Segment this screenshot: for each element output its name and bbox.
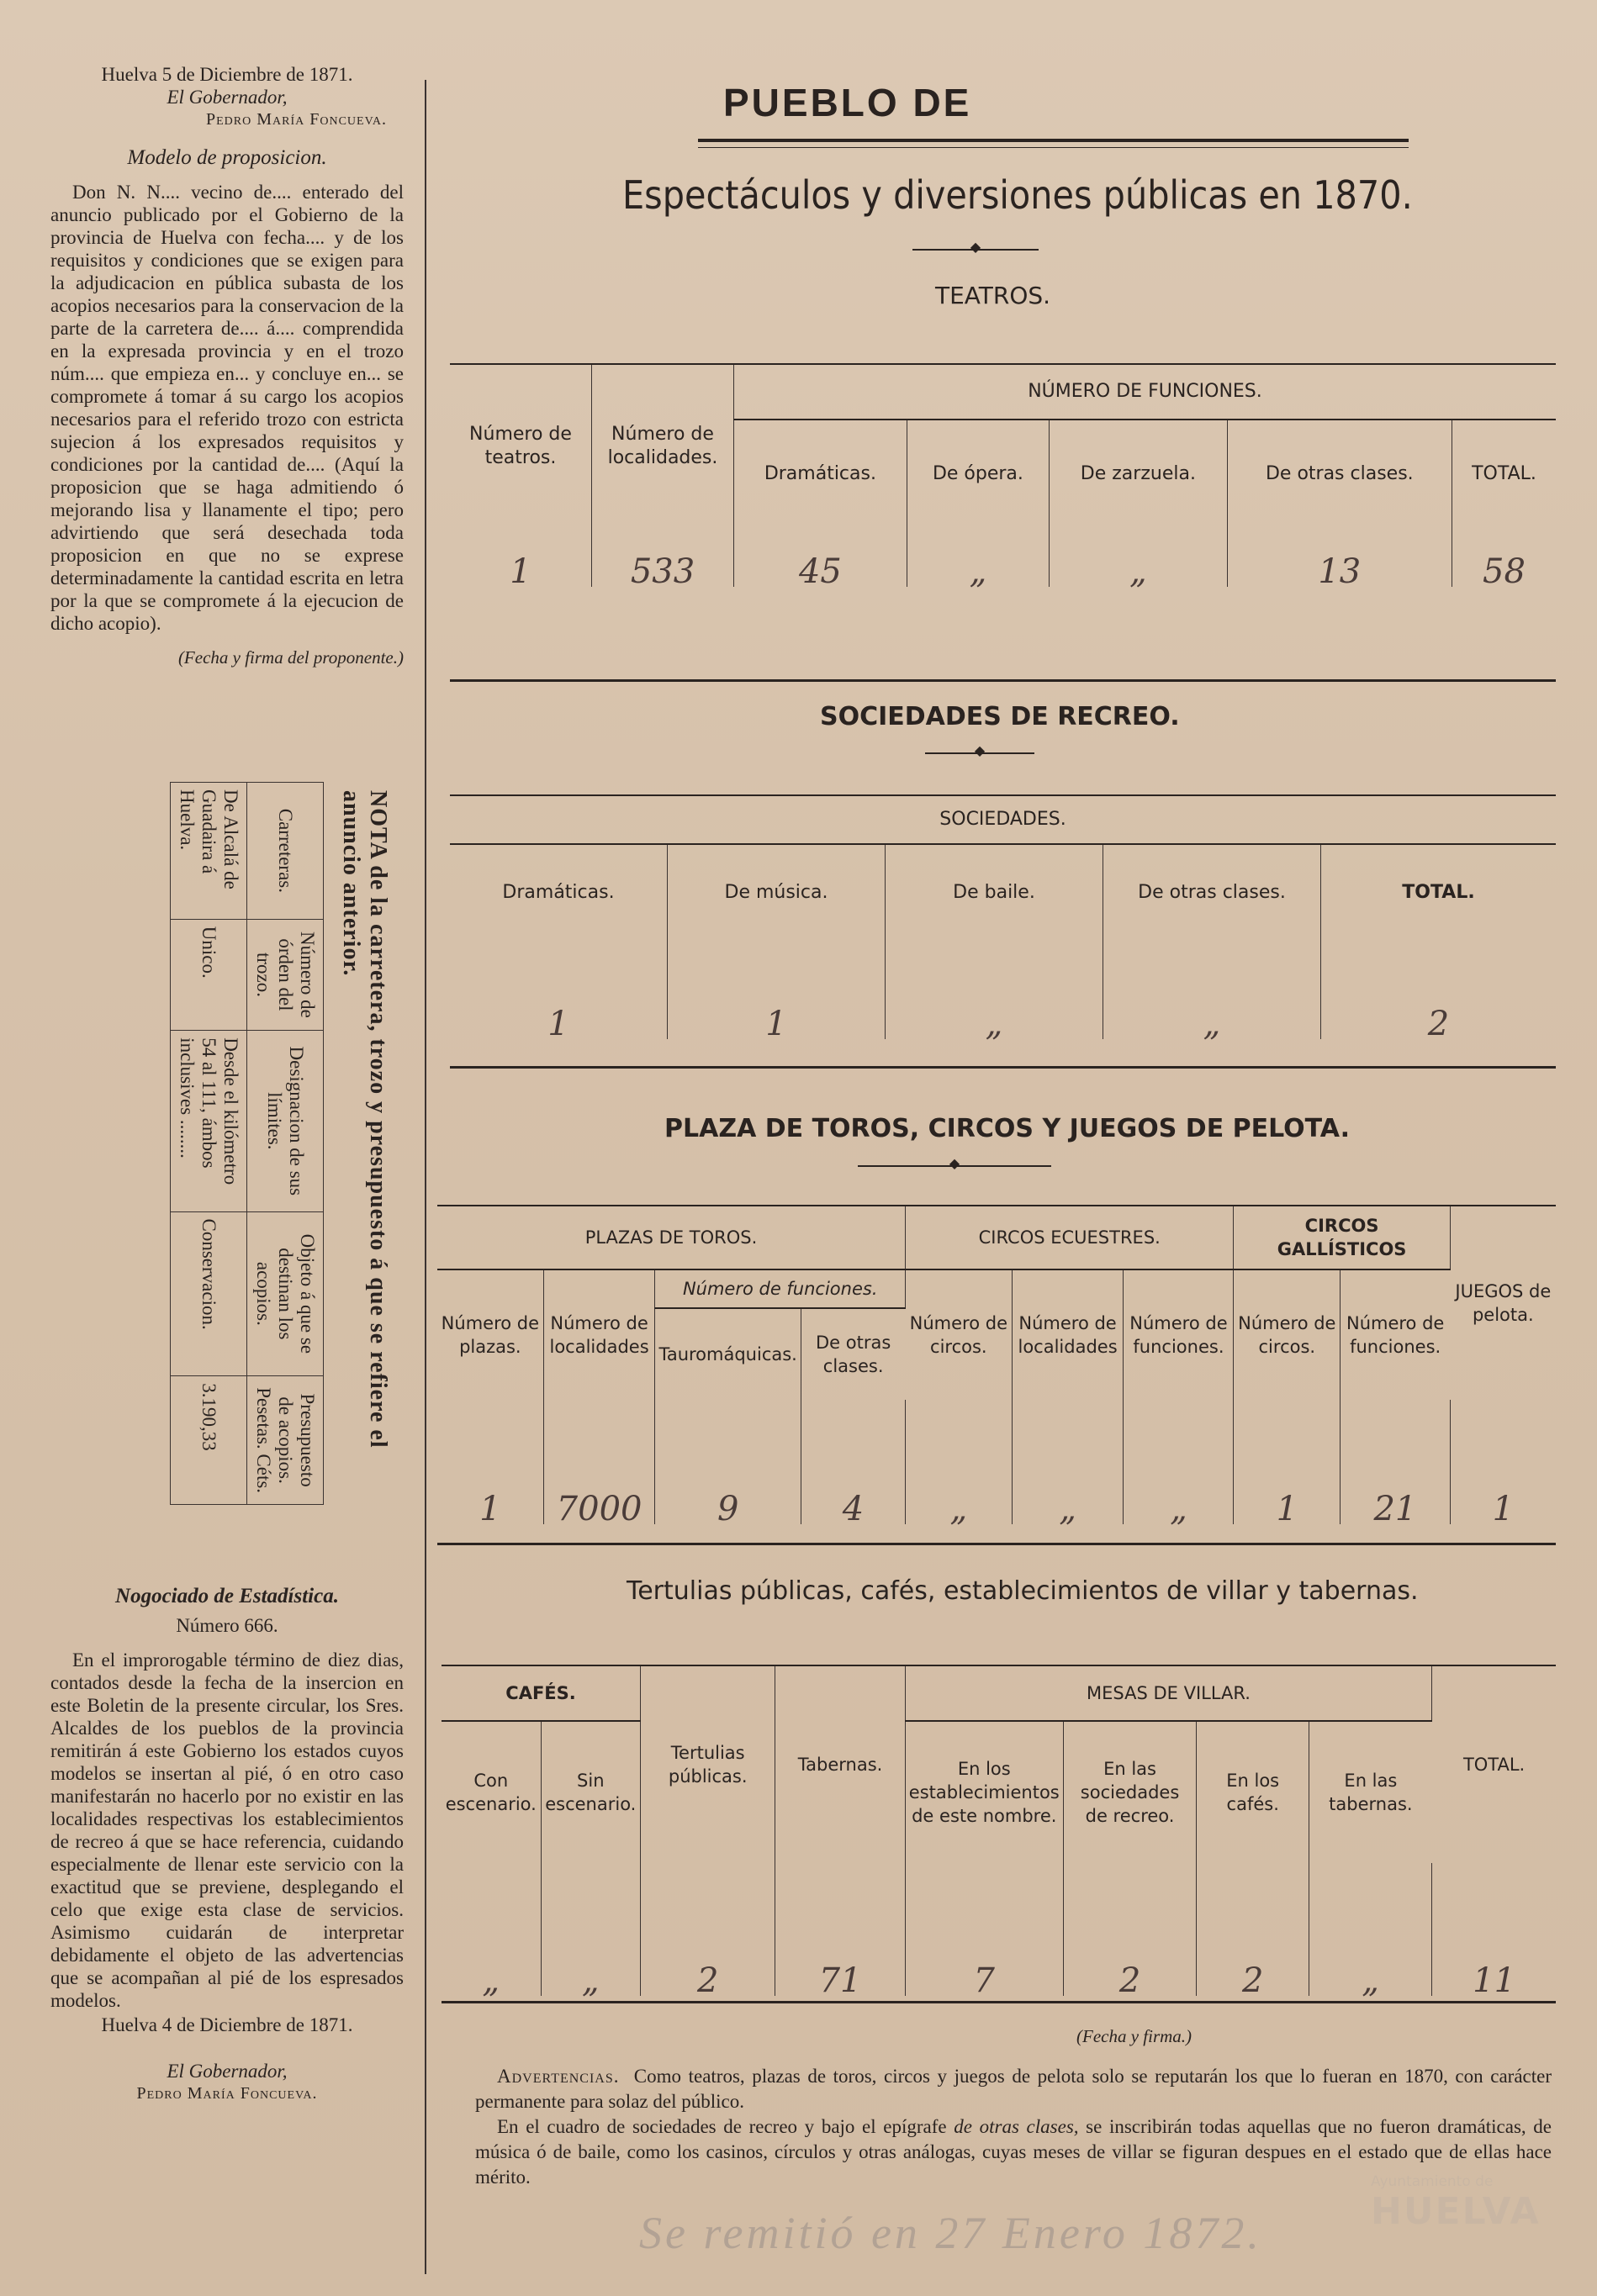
plazas-value: „	[1012, 1400, 1124, 1524]
tertulias-value: „	[442, 1863, 541, 1996]
teatros-header-numero-teatros: Número de teatros.	[450, 365, 592, 528]
advertencias-1: Como teatros, plazas de toros, circos y juegos de pelota solo se reputarán los que lo fueran en 1870, con carácter permanente para solaz del público.	[475, 2066, 1552, 2112]
tertulias-header: Sin escenario.	[541, 1721, 641, 1863]
tertulias-value: „	[1309, 1863, 1432, 1996]
plazas-value: „	[1124, 1400, 1234, 1524]
teatros-header-otras: De otras clases.	[1227, 420, 1452, 528]
nota-header: Número de órden del trozo.	[247, 919, 324, 1030]
sociedades-header: De otras clases.	[1103, 844, 1321, 940]
sociedades-header: Dramáticas.	[450, 844, 668, 940]
teatros-header-numero-localidades: Número de localidades.	[592, 365, 734, 528]
left-column-lower	[50, 1585, 404, 2105]
advertencias-2a: En el cuadro de sociedades de recreo y bajo el epígrafe	[497, 2116, 947, 2137]
nota-table	[170, 782, 324, 1505]
plazas-header: Número de funciones.	[1346, 1313, 1445, 1357]
footer-name: Pedro María Foncueva.	[136, 2084, 318, 2103]
teatros-value: „	[907, 528, 1049, 587]
plazas-group-funciones: Número de funciones.	[655, 1269, 906, 1308]
archive-watermark: Ayuntamiento de HUELVA	[1371, 2173, 1541, 2233]
plazas-value: 1	[437, 1400, 543, 1524]
sociedades-value: 1	[668, 940, 886, 1039]
plazas-bottom-rule	[437, 1543, 1556, 1545]
advertencias-2b: se inscribirán todas aquellas que no fueron dramáticas, de música ó de baile, como los casinos, círculos y otras análogas, cuyas meses de villar se figuran despues en el estado que de ellas hace mérito.	[475, 2116, 1552, 2188]
sociedades-value: „	[1103, 940, 1321, 1039]
tertulias-value: 7	[905, 1863, 1063, 1996]
header-place-date: Huelva 5 de Diciembre de 1871.	[101, 64, 353, 85]
plazas-heading: PLAZA DE TOROS, CIRCOS Y JUEGOS DE PELOTA.	[664, 1114, 1350, 1143]
teatros-value: 45	[734, 528, 907, 587]
plazas-header: Número de localidades	[543, 1269, 655, 1400]
tertulias-header: En los establecimientos de este nombre.	[905, 1721, 1063, 1863]
plazas-header-pelota: JUEGOS de pelota.	[1455, 1281, 1552, 1325]
teatros-heading: TEATROS.	[935, 282, 1051, 309]
tertulias-header: En las sociedades de recreo.	[1063, 1721, 1197, 1863]
teatros-header-dramaticas: Dramáticas.	[734, 420, 907, 528]
nota-cell: Conservacion.	[171, 1211, 247, 1376]
plazas-header: Número de circos.	[905, 1269, 1012, 1400]
nota-title: NOTA de la carretera, trozo y presupuesto á que se refiere el anuncio anterior.	[338, 790, 391, 1449]
plazas-table	[437, 1206, 1556, 1528]
plazas-header: Número de plazas.	[437, 1269, 543, 1400]
plazas-value: 4	[801, 1400, 905, 1524]
plazas-value: 7000	[543, 1400, 655, 1524]
plazas-header: Número de funciones.	[1124, 1269, 1234, 1400]
teatros-value: 533	[592, 528, 734, 587]
nota-cell: Desde el kilómetro 54 al 111, ámbos inclusives ........	[171, 1031, 247, 1211]
tertulias-header: Con escenario.	[442, 1721, 541, 1863]
teatros-header-zarzuela: De zarzuela.	[1050, 420, 1228, 528]
sociedades-value: 2	[1427, 1005, 1450, 1043]
handwritten-note: Se remitió en 27 Enero 1872.	[639, 2208, 1262, 2258]
teatros-value: 58	[1483, 552, 1526, 591]
tertulias-value: 2	[1197, 1863, 1309, 1996]
tertulias-group-cafes: CAFÉS.	[442, 1666, 641, 1721]
plazas-value: „	[905, 1400, 1012, 1524]
tertulias-bottom-rule	[442, 2001, 1556, 2003]
tertulias-value: 2	[1063, 1863, 1197, 1996]
main-title: Espectáculos y diversiones públicas en 1870.	[622, 172, 1413, 218]
header-role: El Gobernador,	[167, 87, 288, 108]
teatros-value: „	[1050, 528, 1228, 587]
ornament-divider	[925, 752, 1034, 754]
nota-cell: 3.190,33	[171, 1376, 247, 1505]
tertulias-header: En los cafés.	[1197, 1721, 1309, 1863]
teatros-header-funciones: NÚMERO DE FUNCIONES.	[734, 365, 1557, 420]
negociado-title: Nogociado de Estadística.	[115, 1585, 339, 1607]
plazas-header: Número de localidades	[1012, 1269, 1124, 1400]
column-divider	[425, 80, 426, 2274]
tertulias-header: En las tabernas.	[1329, 1771, 1413, 1814]
title-rule	[698, 139, 1409, 148]
nota-header: Designacion de sus límites.	[247, 1031, 324, 1211]
teatros-header-opera: De ópera.	[907, 420, 1049, 528]
fecha-firma: (Fecha y firma.)	[1076, 2026, 1192, 2046]
tertulias-value: 11	[1473, 1961, 1516, 2000]
sociedades-value: 1	[450, 940, 668, 1039]
nota-header: Carreteras.	[247, 783, 324, 920]
sociedades-value: „	[886, 940, 1103, 1039]
negociado-body: En el improrogable término de diez dias, contados desde la fecha de la insercion en este Boletin de la presente circular, los Sres. Alcaldes de los pueblos de la provincia remitirán á este Gobierno los estados cuyos modelos se insertan al pié, ó en otro caso manifestarán no hacerlo por no existir en las localidades respectivas los establecimientos de recreo á que se hace referencia, cuidando especialmente de llenar este servicio con la exactitud que se previene, desplegando el celo que exige esta clase de servicios. Asimismo cuidarán de interpretar debidamente el objeto de las advertencias que se acompañan al pié de los espresados modelos.	[50, 1649, 404, 2011]
plazas-group-circos: CIRCOS ECUESTRES.	[905, 1206, 1233, 1269]
nota-table-wrapper	[55, 782, 399, 1505]
plazas-header: Número de circos.	[1234, 1269, 1341, 1400]
header-name: Pedro María Foncueva.	[206, 110, 387, 129]
sociedades-bottom-rule	[450, 1066, 1556, 1069]
nota-cell: Unico.	[171, 919, 247, 1030]
teatros-value: 1	[450, 528, 592, 587]
tertulias-group-mesas: MESAS DE VILLAR.	[905, 1666, 1431, 1721]
plazas-value: 9	[655, 1400, 801, 1524]
tertulias-table	[442, 1666, 1556, 2000]
sociedades-header: De baile.	[886, 844, 1103, 940]
tertulias-value: 71	[775, 1863, 905, 1996]
teatros-value: 13	[1227, 528, 1452, 587]
model-title: Modelo de proposicion.	[127, 146, 327, 169]
sociedades-header: De música.	[668, 844, 886, 940]
model-body: Don N. N.... vecino de.... enterado del anuncio publicado por el Gobierno de la provincia de Huelva con fecha.... y de los requisitos y condiciones que se exigen para la adjudicacion en pública subasta de los acopios necesarios para la conservacion de la parte de la carretera de.... á.... comprendida en la expresada provincia y en el trozo núm.... que empieza en... y concluye en... se compromete á tomar á su cargo los acopios necesarios para el referido trozo con estricta sujecion á los expresados requisitos y condiciones por la cantidad de.... (Aquí la proposicion que se haga admitiendo ó mejorando lisa y llanamente el tipo; pero advirtiendo que será desechada toda proposicion en que no se exprese determinadamente la cantidad escrita en letra por la que se compromete á la ejecucion de dicho acopio).	[50, 182, 404, 634]
plazas-group-toros: PLAZAS DE TOROS.	[437, 1206, 905, 1269]
plazas-group-gallisticos: CIRCOS GALLÍSTICOS	[1234, 1206, 1450, 1269]
nota-header: Presupuesto de acopios. Pesetas. Céts.	[247, 1376, 324, 1505]
sociedades-heading: SOCIEDADES DE RECREO.	[820, 702, 1180, 731]
advertencias	[475, 2064, 1552, 2190]
tertulias-header: TOTAL.	[1462, 1755, 1526, 1775]
plazas-value: 21	[1341, 1400, 1451, 1524]
tertulias-heading: Tertulias públicas, cafés, establecimientos de villar y tabernas.	[627, 1576, 1419, 1606]
plazas-header: Tauromáquicas.	[655, 1308, 801, 1400]
tertulias-value: 2	[641, 1863, 775, 1996]
ornament-divider	[858, 1165, 1051, 1167]
left-column	[50, 63, 404, 669]
footer-place-date: Huelva 4 de Diciembre de 1871.	[101, 2014, 353, 2035]
plazas-value: 1	[1234, 1400, 1341, 1524]
plazas-value: 1	[1492, 1490, 1515, 1528]
advertencias-label: Advertencias.	[497, 2066, 620, 2087]
nota-header: Objeto á que se destinan los acopios.	[247, 1211, 324, 1376]
teatros-table	[450, 365, 1556, 591]
footer-role: El Gobernador,	[167, 2061, 288, 2082]
sociedades-group-header: SOCIEDADES.	[450, 796, 1556, 844]
tertulias-header: Tabernas.	[775, 1666, 905, 1863]
advertencias-2em: de otras clases,	[954, 2116, 1079, 2137]
ornament-divider	[912, 249, 1039, 251]
sociedades-table	[450, 796, 1556, 1043]
pueblo-heading: PUEBLO DE	[723, 81, 972, 124]
tertulias-value: „	[541, 1863, 641, 1996]
sociedades-header: TOTAL.	[1402, 881, 1475, 903]
numero: Número 666.	[176, 1615, 278, 1636]
nota-cell: De Alcalá de Guadaira á Huelva.	[171, 783, 247, 920]
model-sign: (Fecha y firma del proponente.)	[177, 647, 404, 668]
teatros-header-total: TOTAL.	[1472, 463, 1536, 484]
plazas-header: De otras clases.	[816, 1333, 891, 1376]
tertulias-header: Tertulias públicas.	[641, 1666, 775, 1863]
teatros-bottom-rule	[450, 679, 1556, 682]
